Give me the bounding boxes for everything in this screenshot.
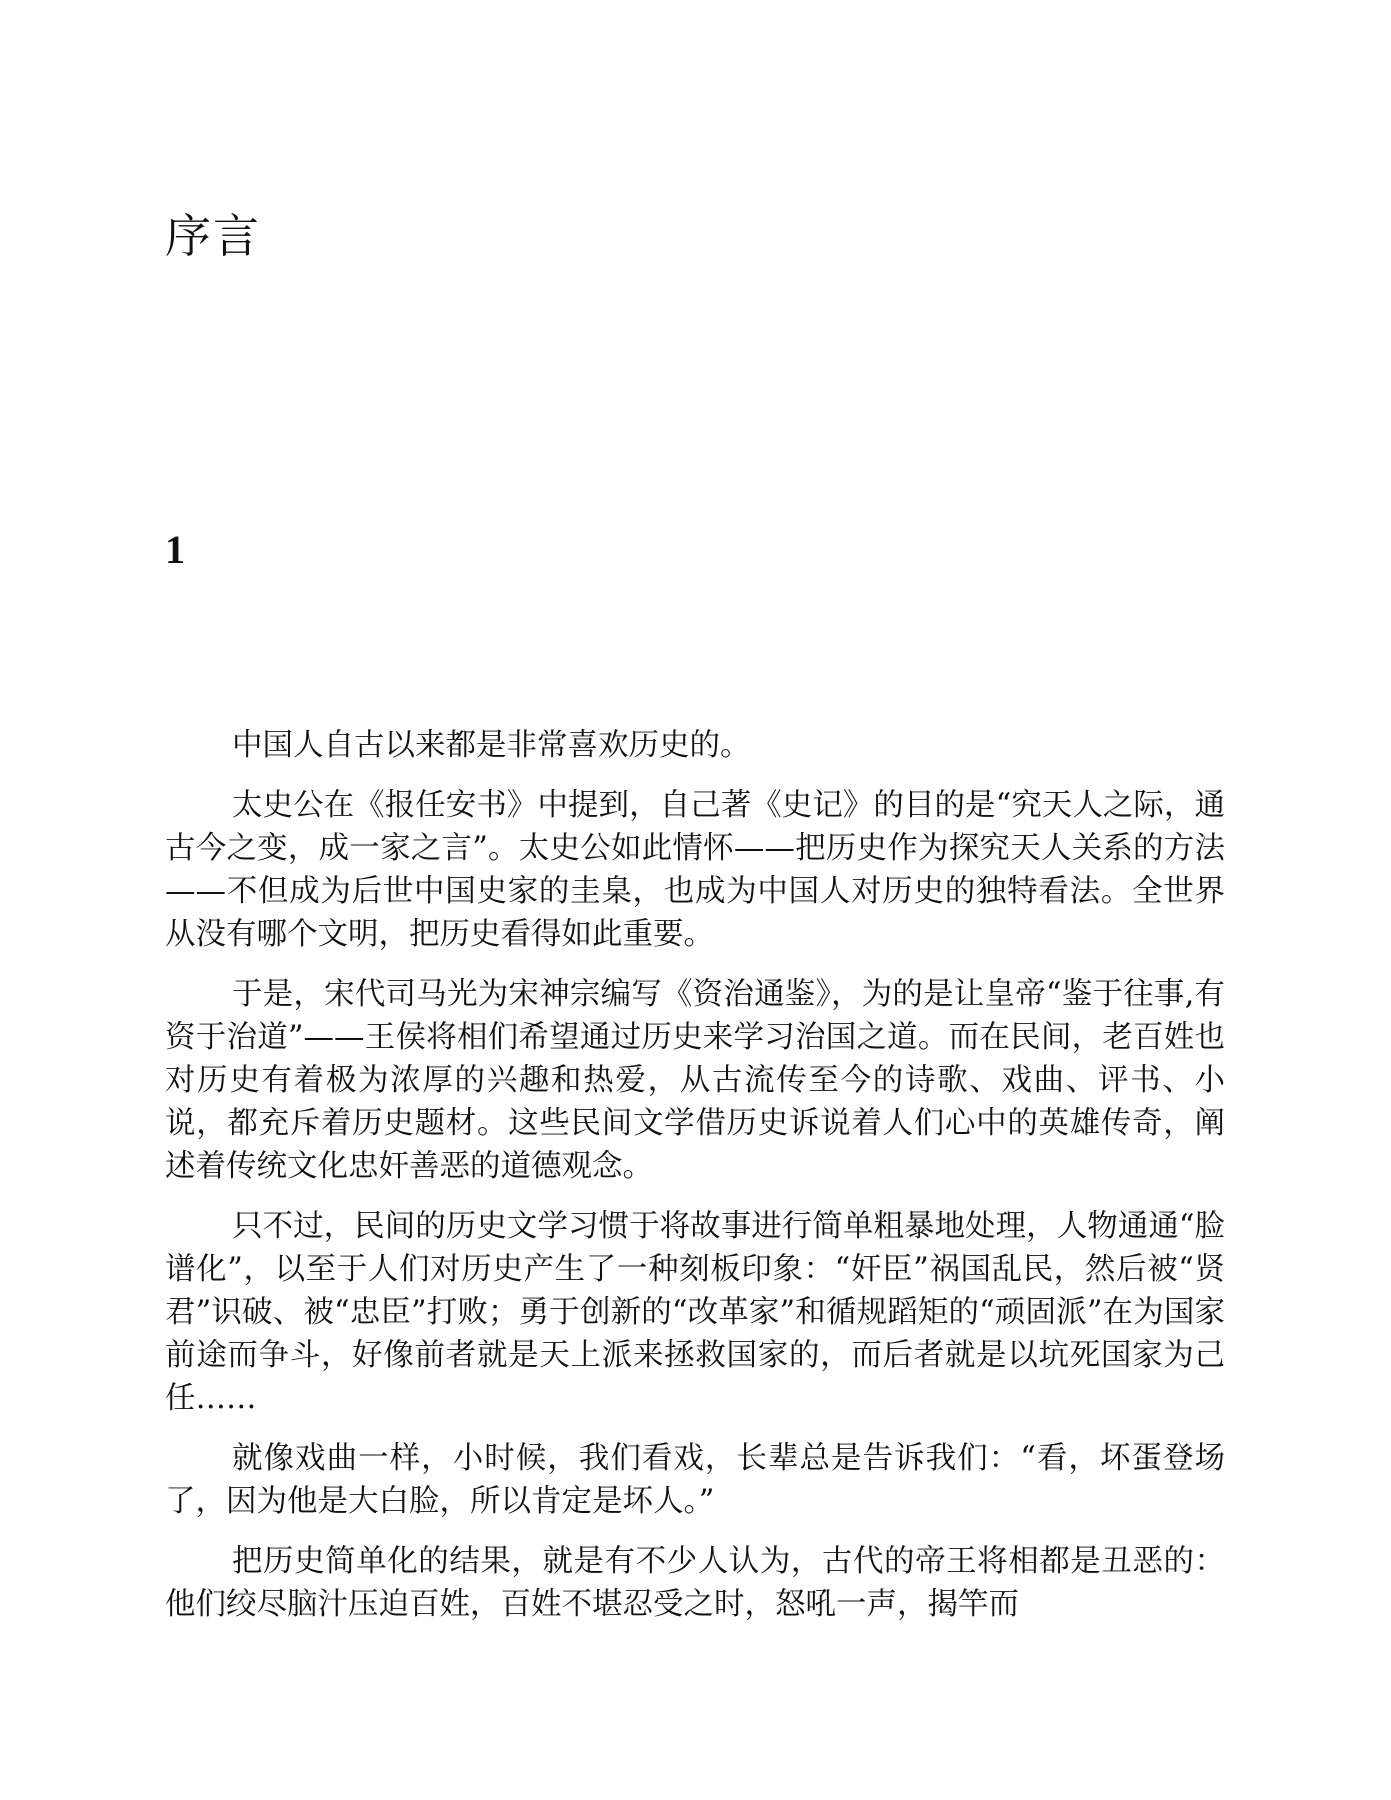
page-title: 序言 — [165, 209, 261, 263]
paragraph: 中国人自古以来都是非常喜欢历史的。 — [232, 728, 751, 763]
paragraph: 把历史简单化的结果，就是有不少人认为，古代的帝王将相都是丑恶的：他们绞尽脑汁压迫百姓，百姓不堪忍受之时，怒吼一声，揭竿而 — [165, 1544, 1225, 1622]
paragraph: 只不过，民间的历史文学习惯于将故事进行简单粗暴地处理，人物通通“脸谱化”，以至于人们对历史产生了一种刻板印象：“奸臣”祸国乱民，然后被“贤君”识破、被“忠臣”打败；勇于创新的“改革家”和循规蹈矩的“顽固派”在为国家前途而争斗，好像前者就是天上派来拯救国家的，而后者就是以坑死国家为己任…… — [165, 1209, 1225, 1416]
body-text — [165, 724, 1225, 1643]
paragraph: 太史公在《报任安书》中提到，自己著《史记》的目的是“究天人之际，通古今之变，成一家之言”。太史公如此情怀——把历史作为探究天人关系的方法——不但成为后世中国史家的圭臬，也成为中国人对历史的独特看法。全世界从没有哪个文明，把历史看得如此重要。 — [165, 788, 1225, 952]
section-number: 1 — [165, 527, 185, 572]
paragraph: 就像戏曲一样，小时候，我们看戏，长辈总是告诉我们：“看，坏蛋登场了，因为他是大白脸，所以肯定是坏人。” — [165, 1441, 1225, 1519]
paragraph: 于是，宋代司马光为宋神宗编写《资治通鉴》，为的是让皇帝“鉴于往事,有资于治道”——王侯将相们希望通过历史来学习治国之道。而在民间，老百姓也对历史有着极为浓厚的兴趣和热爱，从古流传至今的诗歌、戏曲、评书、小说，都充斥着历史题材。这些民间文学借历史诉说着人们心中的英雄传奇，阐述着传统文化忠奸善恶的道德观念。 — [165, 977, 1225, 1184]
